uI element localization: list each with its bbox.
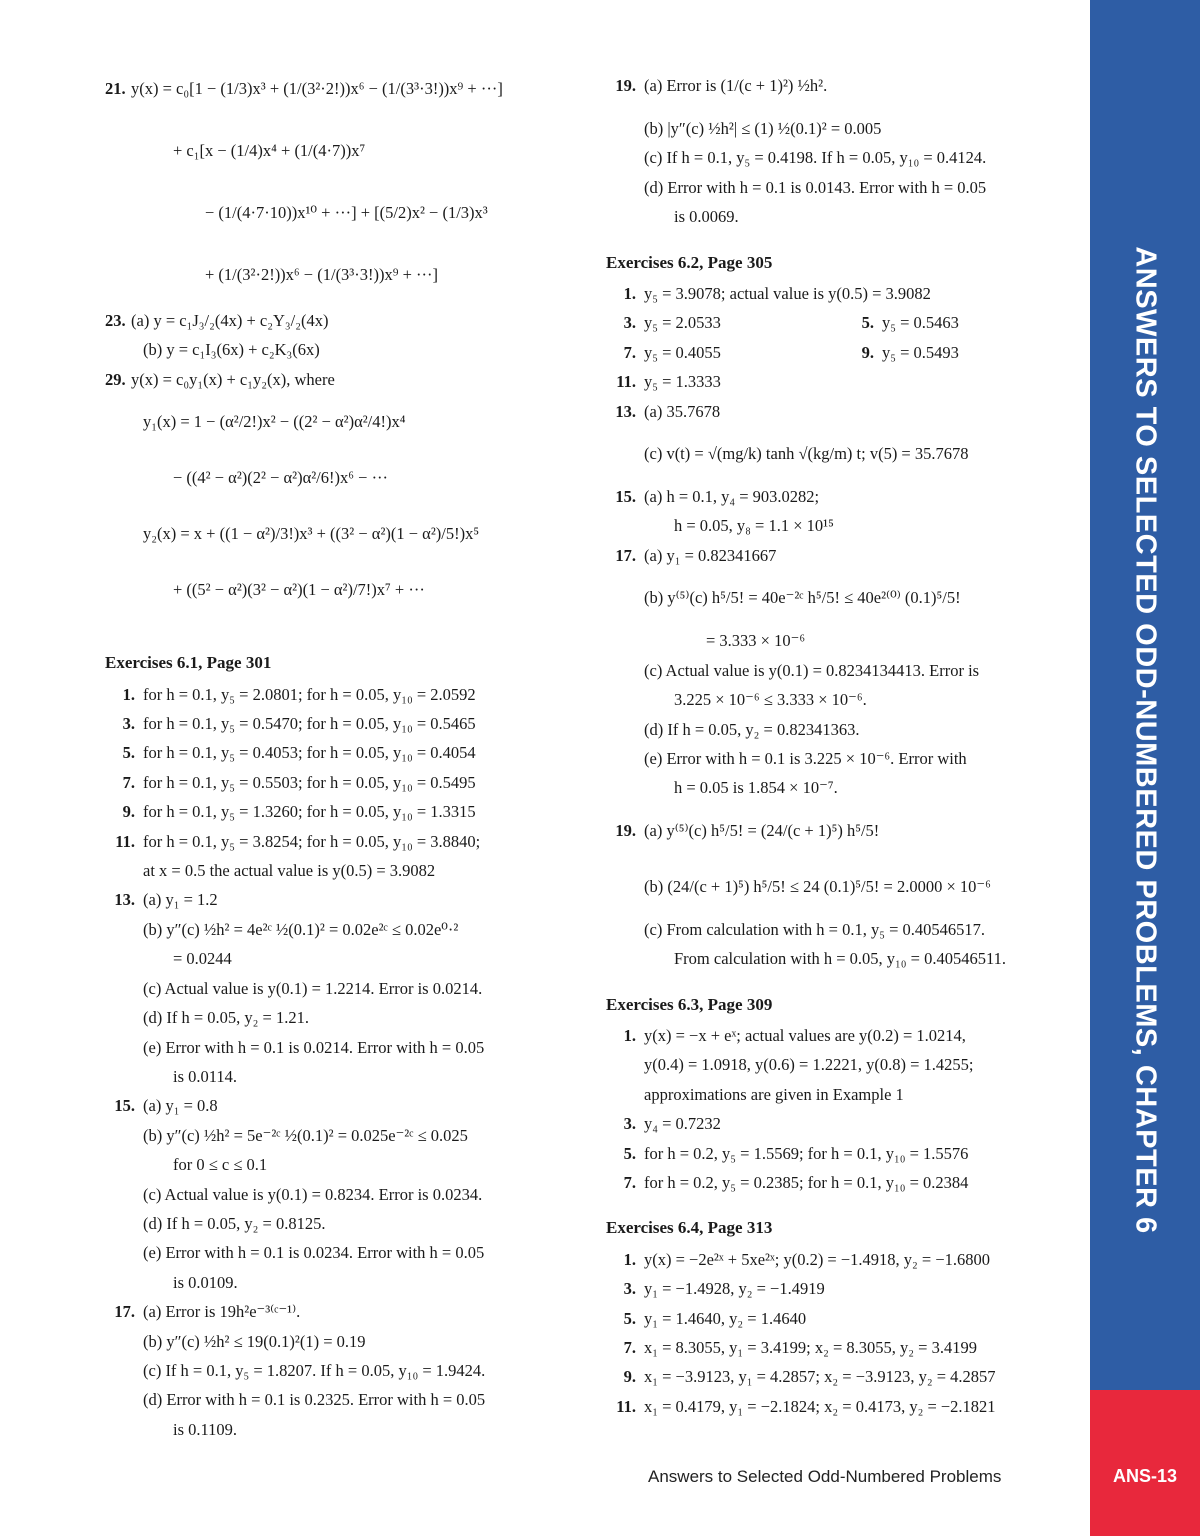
list-item xyxy=(606,1168,1076,1197)
answer-line: (a) y₁ = 0.82341667 xyxy=(644,545,777,565)
list-item xyxy=(606,1109,1076,1138)
answer-text: for h = 0.2, y₅ = 1.5569; for h = 0.1, y₁₀ = 1.5576 xyxy=(644,1143,969,1163)
problem-number: 3. xyxy=(122,714,135,734)
list-item xyxy=(606,1333,1076,1362)
section-heading: Exercises 6.3, Page 309 xyxy=(606,994,773,1014)
problem-number: 5. xyxy=(861,313,874,333)
problem-13 xyxy=(606,397,1076,426)
answer-text: for h = 0.2, y₅ = 0.2385; for h = 0.1, y₁₀ = 0.2384 xyxy=(644,1172,969,1192)
problem-number: 21. xyxy=(105,79,126,98)
footer-title: Answers to Selected Odd-Numbered Problems xyxy=(648,1467,1002,1486)
section-heading: Exercises 6.4, Page 313 xyxy=(606,1218,773,1238)
answer-line: (c) If h = 0.1, y₅ = 1.8207. If h = 0.05, y₁₀ = 1.9424. xyxy=(143,1360,486,1380)
section-heading: Exercises 6.2, Page 305 xyxy=(606,252,773,272)
list-item xyxy=(606,338,1076,367)
problem-number: 7. xyxy=(122,772,135,792)
problem-number: 17. xyxy=(114,1302,135,1322)
answer-line: is 0.0114. xyxy=(173,1066,238,1086)
answer-line: (c) Actual value is y(0.1) = 1.2214. Error is 0.0214. xyxy=(143,978,483,998)
answer-line: = 3.333 × 10⁻⁶ xyxy=(706,631,806,651)
problem-number: 9. xyxy=(122,802,135,822)
answer-line: − ((4² − α²)(2² − α²)α²/6!)x⁶ − ··· xyxy=(173,468,389,488)
problem-number: 11. xyxy=(115,831,135,851)
answer-text: for h = 0.1, y₅ = 2.0801; for h = 0.05, y₁₀ = 2.0592 xyxy=(143,684,476,704)
answer-text: y(x) = −2e²ˣ + 5xe²ˣ; y(0.2) = −1.4918, y₂ = −1.6800 xyxy=(644,1249,991,1269)
answer-text: for h = 0.1, y₅ = 0.4053; for h = 0.05, y₁₀ = 0.4054 xyxy=(143,743,476,763)
answer-line: h = 0.05 is 1.854 × 10⁻⁷. xyxy=(674,778,838,798)
list-item xyxy=(606,1304,1076,1333)
answer-line: (b) (24/(c + 1)⁵) h⁵/5! ≤ 24 (0.1)⁵/5! = 2.0000 × 10⁻⁶ xyxy=(644,876,991,896)
list-item xyxy=(606,1392,1076,1421)
problem-number: 3. xyxy=(623,1279,636,1299)
problem-number: 1. xyxy=(623,1249,636,1269)
answer-line: (a) Error is 19h²e⁻³⁽ᶜ⁻¹⁾. xyxy=(143,1302,301,1322)
answer-text: y₁ = −1.4928, y₂ = −1.4919 xyxy=(644,1279,825,1299)
answer-line: (a) y⁽⁵⁾(c) h⁵/5! = (24/(c + 1)⁵) h⁵/5! xyxy=(644,820,880,840)
problem-number: 5. xyxy=(623,1143,636,1163)
problem-29 xyxy=(105,365,575,394)
answer-line: y(x) = c₀[1 − (1/3)x³ + (1/(3²·2!))x⁶ − (1/(3³·3!))x⁹ + ···] xyxy=(131,79,503,98)
answer-line: − (1/(4·7·10))x¹⁰ + ···] + [(5/2)x² − (1/3)x³ xyxy=(205,203,488,222)
list-item xyxy=(606,279,1076,308)
problem-number: 9. xyxy=(623,1367,636,1387)
answer-text: x₁ = −3.9123, y₁ = 4.2857; x₂ = −3.9123, y₂ = 4.2857 xyxy=(644,1367,996,1387)
answer-line: is 0.1109. xyxy=(173,1419,238,1439)
list-item xyxy=(105,709,575,738)
answer-line: for 0 ≤ c ≤ 0.1 xyxy=(173,1155,268,1175)
problem-number: 7. xyxy=(623,1338,636,1357)
answer-text: x₁ = 0.4179, y₁ = −2.1824; x₂ = 0.4173, y₂ = −2.1821 xyxy=(644,1396,996,1416)
answer-line: (c) Actual value is y(0.1) = 0.8234134413. Error is xyxy=(644,660,980,680)
answer-line: approximations are given in Example 1 xyxy=(644,1084,904,1104)
answer-line: (e) Error with h = 0.1 is 0.0234. Error with h = 0.05 xyxy=(143,1243,485,1263)
problem-15 xyxy=(105,1091,575,1120)
answer-text: y₅ = 3.9078; actual value is y(0.5) = 3.9082 xyxy=(644,284,931,304)
answer-line: (b) y″(c) ½h² ≤ 19(0.1)²(1) = 0.19 xyxy=(143,1331,366,1351)
left-column xyxy=(105,58,575,1444)
problem-number: 15. xyxy=(615,487,636,507)
answer-line: (a) h = 0.1, y₄ = 903.0282; xyxy=(644,487,820,507)
list-item xyxy=(105,680,575,709)
answer-line: (a) y₁ = 0.8 xyxy=(143,1096,218,1116)
answer-line: y(0.4) = 1.0918, y(0.6) = 1.2221, y(0.8) = 1.4255; xyxy=(644,1055,974,1075)
answer-line: (b) y = c₁I₃(6x) + c₂K₃(6x) xyxy=(143,340,320,360)
problem-number: 3. xyxy=(623,313,636,333)
answer-line: (e) Error with h = 0.1 is 3.225 × 10⁻⁶. Error with xyxy=(644,748,967,768)
problem-number: 9. xyxy=(861,342,874,362)
answer-line: (d) If h = 0.05, y₂ = 0.82341363. xyxy=(644,719,860,739)
answer-text: for h = 0.1, y₅ = 0.5503; for h = 0.05, y₁₀ = 0.5495 xyxy=(143,772,476,792)
answer-line: y(x) = c₀y₁(x) + c₁y₂(x), where xyxy=(131,369,335,389)
list-item xyxy=(606,1274,1076,1303)
problem-number: 1. xyxy=(623,284,636,304)
page-number: ANS-13 xyxy=(1112,1466,1178,1486)
answer-line: y₁(x) = 1 − (α²/2!)x² − ((2² − α²)α²/4!)x⁴ xyxy=(143,412,406,432)
answer-line: y₂(x) = x + ((1 − α²)/3!)x³ + ((3² − α²)(1 − α²)/5!)x⁵ xyxy=(143,524,480,544)
problem-number: 23. xyxy=(105,311,126,330)
answer-line: y(x) = −x + eˣ; actual values are y(0.2) = 1.0214, xyxy=(644,1025,966,1045)
problem-number: 7. xyxy=(623,1172,636,1192)
problem-13 xyxy=(105,885,575,914)
answer-line: (b) |y″(c) ½h²| ≤ (1) ½(0.1)² = 0.005 xyxy=(644,119,882,138)
problem-23 xyxy=(105,306,575,335)
answer-line: (b) y⁽⁵⁾(c) h⁵/5! = 40e⁻²ᶜ h⁵/5! ≤ 40e²⁽⁰⁾ (0.1)⁵/5! xyxy=(644,588,961,608)
answer-text: for h = 0.1, y₅ = 0.5470; for h = 0.05, y₁₀ = 0.5465 xyxy=(143,714,476,734)
answer-line: From calculation with h = 0.05, y₁₀ = 0.40546511. xyxy=(674,949,1006,969)
problem-21 xyxy=(105,58,575,120)
problem-19 xyxy=(606,58,1076,114)
problem-number: 15. xyxy=(114,1096,135,1116)
answer-line: (d) Error with h = 0.1 is 0.0143. Error with h = 0.05 xyxy=(644,177,987,197)
section-heading: Exercises 6.1, Page 301 xyxy=(105,653,272,673)
answer-line: (d) If h = 0.05, y₂ = 0.8125. xyxy=(143,1213,326,1233)
answer-line: is 0.0109. xyxy=(173,1272,238,1292)
answer-text: x₁ = 8.3055, y₁ = 3.4199; x₂ = 8.3055, y₂ = 3.4199 xyxy=(644,1338,977,1357)
list-item xyxy=(105,797,575,826)
answer-line: + (1/(3²·2!))x⁶ − (1/(3³·3!))x⁹ + ···] xyxy=(205,265,439,284)
list-item xyxy=(105,827,575,856)
problem-number: 5. xyxy=(623,1308,636,1328)
answer-line: at x = 0.5 the actual value is y(0.5) = 3.9082 xyxy=(143,861,436,881)
problem-17 xyxy=(105,1297,575,1326)
answer-line: 3.225 × 10⁻⁶ ≤ 3.333 × 10⁻⁶. xyxy=(674,690,867,710)
answer-line: (b) y″(c) ½h² = 5e⁻²ᶜ ½(0.1)² = 0.025e⁻²ᶜ ≤ 0.025 xyxy=(143,1125,468,1145)
answer-text: y₁ = 1.4640, y₂ = 1.4640 xyxy=(644,1308,807,1328)
answer-text: y₅ = 1.3333 xyxy=(644,372,721,392)
problem-19 xyxy=(606,803,1076,859)
problem-number: 1. xyxy=(623,1025,636,1045)
problem-1 xyxy=(606,1021,1076,1050)
list-item xyxy=(606,1139,1076,1168)
answer-line: (c) Actual value is y(0.1) = 0.8234. Error is 0.0234. xyxy=(143,1184,483,1204)
answer-line: (c) From calculation with h = 0.1, y₅ = 0.40546517. xyxy=(644,919,986,939)
problem-number: 17. xyxy=(615,545,636,565)
right-column xyxy=(606,58,1076,1421)
problem-number: 3. xyxy=(623,1114,636,1134)
answer-line: (b) y″(c) ½h² = 4e²ᶜ ½(0.1)² = 0.02e²ᶜ ≤ 0.02e⁰·² xyxy=(143,919,459,939)
problem-number: 19. xyxy=(615,76,636,95)
problem-number: 13. xyxy=(114,890,135,910)
answer-line: (d) If h = 0.05, y₂ = 1.21. xyxy=(143,1008,309,1028)
answer-text: for h = 0.1, y₅ = 3.8254; for h = 0.05, y₁₀ = 3.8840; xyxy=(143,831,481,851)
problem-number: 1. xyxy=(122,684,135,704)
answer-line: (d) Error with h = 0.1 is 0.2325. Error with h = 0.05 xyxy=(143,1390,486,1410)
list-item xyxy=(105,738,575,767)
problem-15 xyxy=(606,482,1076,511)
list-item xyxy=(606,1245,1076,1274)
list-item xyxy=(105,768,575,797)
problem-number: 19. xyxy=(615,820,636,840)
answer-line: (e) Error with h = 0.1 is 0.0214. Error with h = 0.05 xyxy=(143,1037,485,1057)
answer-line: (a) Error is (1/(c + 1)²) ½h². xyxy=(644,76,828,95)
page-number-box xyxy=(1090,1390,1200,1536)
answer-line: is 0.0069. xyxy=(674,207,739,227)
answer-line: (a) y = c₁J₃/₂(4x) + c₂Y₃/₂(4x) xyxy=(131,311,329,330)
problem-number: 5. xyxy=(122,743,135,763)
answer-text: y₅ = 0.5463 xyxy=(882,313,959,333)
answer-text: y₅ = 0.4055 xyxy=(644,342,721,362)
answer-line: + c₁[x − (1/4)x⁴ + (1/(4·7))x⁷ xyxy=(173,141,366,160)
problem-17 xyxy=(606,541,1076,570)
problem-number: 7. xyxy=(623,342,636,362)
answer-line: (c) If h = 0.1, y₅ = 0.4198. If h = 0.05, y₁₀ = 0.4124. xyxy=(644,148,987,168)
list-item xyxy=(606,367,1076,396)
answer-text: y₄ = 0.7232 xyxy=(644,1114,721,1134)
answer-line: (a) 35.7678 xyxy=(644,401,721,421)
answer-text: y₅ = 0.5493 xyxy=(882,342,959,362)
sidebar-title: ANSWERS TO SELECTED ODD-NUMBERED PROBLEMS, CHAPTER 6 xyxy=(1129,246,1162,1234)
problem-number: 11. xyxy=(616,1396,636,1416)
list-item xyxy=(606,308,1076,337)
answer-text: for h = 0.1, y₅ = 1.3260; for h = 0.05, y₁₀ = 1.3315 xyxy=(143,802,476,822)
problem-number: 13. xyxy=(615,401,636,421)
problem-number: 29. xyxy=(105,369,126,389)
answer-text: y₅ = 2.0533 xyxy=(644,313,721,333)
answer-line: + ((5² − α²)(3² − α²)(1 − α²)/7!)x⁷ + ··· xyxy=(173,580,425,600)
answer-line: (c) v(t) = √(mg/k) tanh √(kg/m) t; v(5) = 35.7678 xyxy=(644,444,969,464)
answer-line: (a) y₁ = 1.2 xyxy=(143,890,218,910)
answer-line: = 0.0244 xyxy=(173,949,232,969)
list-item xyxy=(606,1362,1076,1391)
problem-number: 11. xyxy=(616,372,636,392)
answer-line: h = 0.05, y₈ = 1.1 × 10¹⁵ xyxy=(674,516,834,536)
